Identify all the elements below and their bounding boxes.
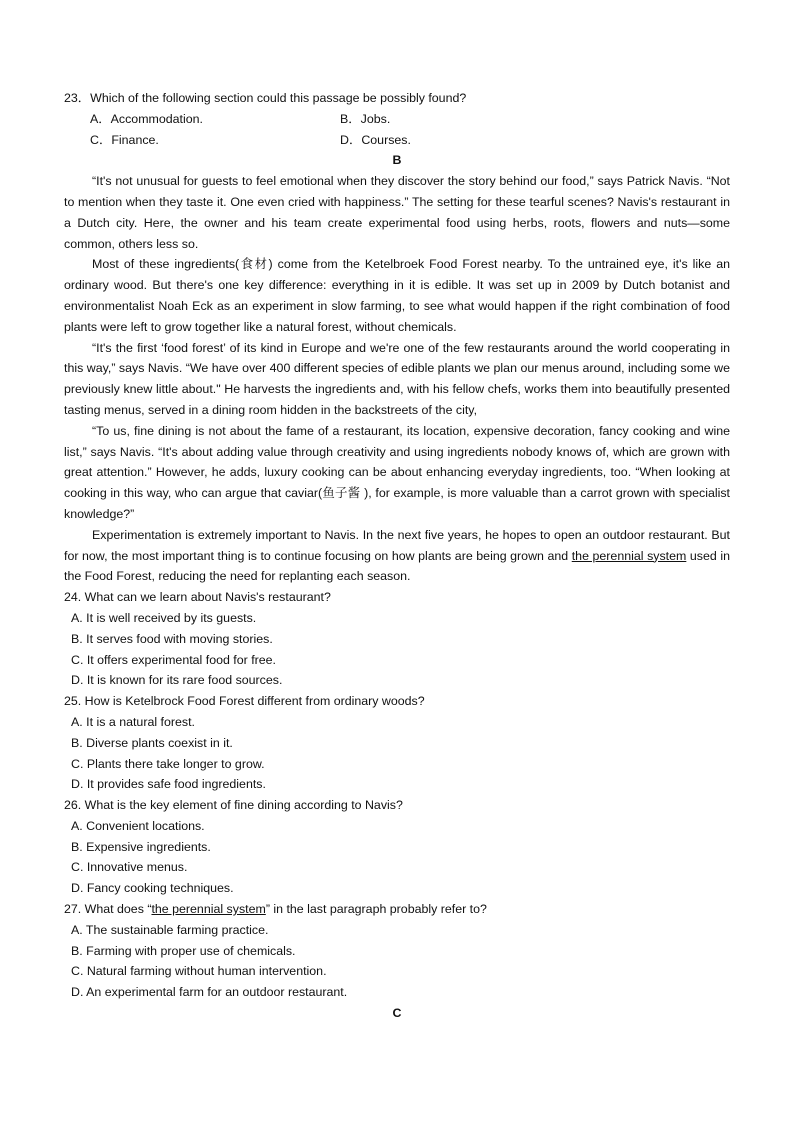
q23-option-d: D．Courses.	[340, 132, 411, 147]
passage-paragraph-1: “It's not unusual for guests to feel emotional when they discover the story behind our food,” says Patrick Navis. “Not to mention when they taste it. One even cried with happiness.” The setting for these tearful scenes? Navis's restaurant in a Dutch city. Here, the owner and his team create experimental food using herbs, roots, flowers and nuts—some common, others less so.	[64, 174, 730, 251]
paragraph-5-text-after: used in the Food Forest, reducing the need for replanting each season.	[64, 548, 730, 584]
perennial-system-underlined: the perennial system	[571, 548, 687, 563]
worksheet-page	[64, 88, 730, 1024]
q25-option-d: D. It provides safe food ingredients.	[71, 777, 266, 792]
q24-option-a: A. It is well received by its guests.	[71, 610, 257, 625]
section-b-heading: B	[392, 153, 402, 168]
paragraph-5-text-before: Experimentation is extremely important to Navis. In the next five years, he hopes to open an outdoor restaurant. But for now, the most important thing is to continue focusing on how plants are being grown and	[64, 527, 730, 563]
q24-option-b: B. It serves food with moving stories.	[71, 631, 273, 646]
q26-option-b: B. Expensive ingredients.	[71, 839, 211, 854]
q23-options-row-2	[64, 130, 730, 151]
section-c-heading: C	[392, 1006, 402, 1021]
q23-options-row-1	[64, 109, 730, 130]
q27-stem	[64, 899, 730, 920]
q26-option-a: A. Convenient locations.	[71, 818, 205, 833]
q27-stem-before: 27. What does “	[64, 902, 152, 917]
q23-option-a: A．Accommodation.	[90, 111, 203, 126]
q27-option-d: D. An experimental farm for an outdoor restaurant.	[71, 985, 348, 1000]
passage-paragraph-2: Most of these ingredients(食材) come from the Ketelbroek Food Forest nearby. To the untrained eye, it's like an ordinary wood. But there's one key difference: everything in it is edible. It was set up in 2009 by Dutch botanist and environmentalist Noah Eck as an experiment in slow farming, to see what would happen if the right combination of food plants were left to grow together like a natural forest, without chemicals.	[64, 257, 730, 334]
q27-option-c: C. Natural farming without human intervention.	[71, 964, 327, 979]
q24-option-c: C. It offers experimental food for free.	[71, 652, 277, 667]
q23-option-b: B．Jobs.	[340, 111, 391, 126]
q26-option-c: C. Innovative menus.	[71, 860, 188, 875]
q27-option-b: B. Farming with proper use of chemicals.	[71, 943, 296, 958]
passage-paragraph-4: “To us, fine dining is not about the fame of a restaurant, its location, expensive decoration, fancy cooking and wine list,” says Navis. “It's about adding value through creativity and using ingredients nobody knows of, which are grown with great attention.” However, he adds, luxury cooking can be about enhancing everyday ingredients, too. “When looking at cooking in this way, who can argue that caviar(鱼子酱 ), for example, is more valuable than a carrot grown with specialist knowledge?”	[64, 423, 730, 521]
q27-stem-underlined: the perennial system	[151, 902, 266, 917]
q24-stem: 24. What can we learn about Navis's restaurant?	[64, 590, 331, 605]
q24-option-d: D. It is known for its rare food sources.	[71, 673, 283, 688]
q25-option-b: B. Diverse plants coexist in it.	[71, 735, 233, 750]
passage-paragraph-3: “It's the first ‘food forest’ of its kind in Europe and we're one of the few restaurants around the world cooperating in this way,” says Navis. “We have over 400 different species of edible plants we plan our menus around, including some we previously knew little about." He harvests the ingredients and, with his fellow chefs, works them into beautifully presented tasting menus, served in a dining room hidden in the backstreets of the city,	[64, 340, 730, 417]
q26-option-d: D. Fancy cooking techniques.	[71, 881, 234, 896]
q25-stem: 25. How is Ketelbrock Food Forest different from ordinary woods?	[64, 694, 425, 709]
q27-stem-after: ” in the last paragraph probably refer to?	[265, 902, 487, 917]
passage-b	[64, 171, 730, 587]
passage-paragraph-5	[64, 525, 730, 587]
q23-option-c: C．Finance.	[90, 132, 159, 147]
q25-option-a: A. It is a natural forest.	[71, 714, 195, 729]
q25-option-c: C. Plants there take longer to grow.	[71, 756, 265, 771]
q26-stem: 26. What is the key element of fine dining according to Navis?	[64, 798, 403, 813]
q27-option-a: A. The sustainable farming practice.	[71, 922, 269, 937]
q23-stem: 23．Which of the following section could this passage be possibly found?	[64, 91, 467, 105]
